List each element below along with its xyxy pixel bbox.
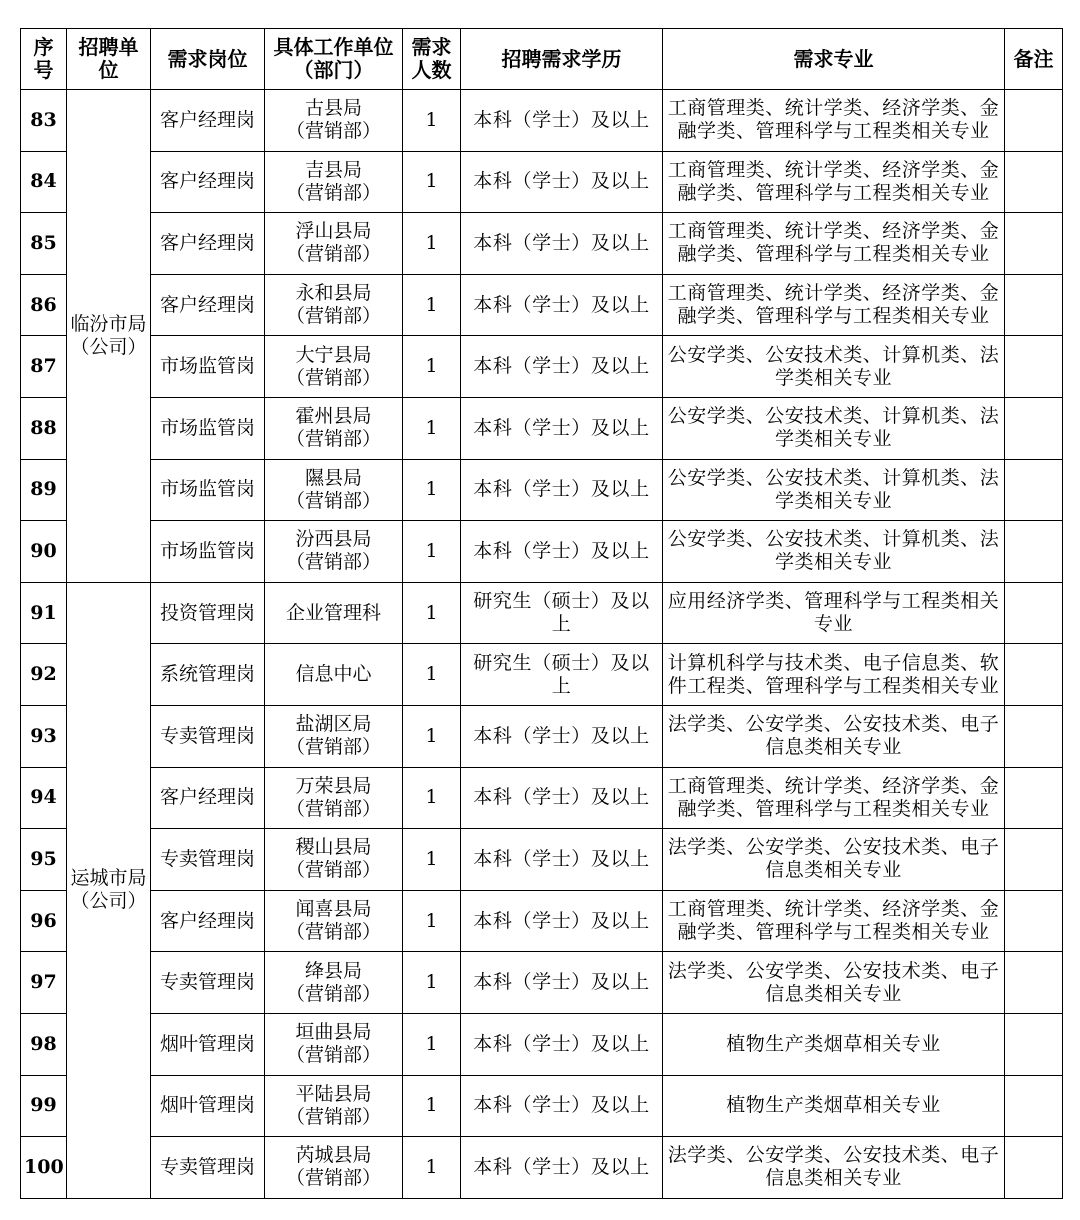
row-dept-name: 垣曲县局	[295, 1021, 372, 1044]
table-row	[21, 459, 1063, 521]
table-row	[21, 582, 1063, 644]
row-note	[1005, 1137, 1063, 1199]
header-edu: 招聘需求学历	[461, 29, 663, 90]
row-seq: 90	[21, 521, 67, 583]
header-post: 需求岗位	[151, 29, 265, 90]
row-note	[1005, 1075, 1063, 1137]
row-count: 1	[403, 829, 461, 891]
row-count: 1	[403, 644, 461, 706]
table-row	[21, 705, 1063, 767]
row-dept-name: 绛县局	[304, 959, 362, 982]
row-dept-sub: （营销部）	[285, 489, 381, 512]
header-major: 需求专业	[663, 29, 1005, 90]
row-dept-name: 浮山县局	[295, 220, 372, 243]
row-count: 1	[403, 90, 461, 152]
row-dept	[265, 1013, 403, 1075]
table-row	[21, 1013, 1063, 1075]
row-post: 市场监管岗	[151, 397, 265, 459]
row-note	[1005, 1013, 1063, 1075]
row-dept-sub: （营销部）	[285, 120, 381, 143]
row-count: 1	[403, 397, 461, 459]
row-seq: 85	[21, 213, 67, 275]
row-dept-sub: （营销部）	[285, 1167, 381, 1190]
row-dept-sub: （营销部）	[285, 797, 381, 820]
row-major: 工商管理类、统计学类、经济学类、金融学类、管理科学与工程类相关专业	[663, 151, 1005, 213]
table-body	[21, 90, 1063, 1199]
row-dept-name: 信息中心	[295, 663, 372, 686]
row-edu: 本科（学士）及以上	[461, 521, 663, 583]
row-dept-sub: （营销部）	[285, 305, 381, 328]
row-dept-sub: （营销部）	[285, 428, 381, 451]
row-dept	[265, 336, 403, 398]
row-dept	[265, 274, 403, 336]
table-row	[21, 829, 1063, 891]
row-post: 专卖管理岗	[151, 952, 265, 1014]
row-post: 客户经理岗	[151, 213, 265, 275]
row-post: 专卖管理岗	[151, 1137, 265, 1199]
row-seq: 84	[21, 151, 67, 213]
table-row	[21, 213, 1063, 275]
row-note	[1005, 397, 1063, 459]
table-row	[21, 890, 1063, 952]
row-count: 1	[403, 1013, 461, 1075]
row-post: 客户经理岗	[151, 890, 265, 952]
table-header-row	[21, 29, 1063, 90]
row-edu: 本科（学士）及以上	[461, 213, 663, 275]
row-seq: 100	[21, 1137, 67, 1199]
row-post: 烟叶管理岗	[151, 1075, 265, 1137]
row-dept-name: 稷山县局	[295, 836, 372, 859]
row-count: 1	[403, 705, 461, 767]
row-major: 工商管理类、统计学类、经济学类、金融学类、管理科学与工程类相关专业	[663, 274, 1005, 336]
row-dept-sub: （营销部）	[285, 366, 381, 389]
row-seq: 87	[21, 336, 67, 398]
row-dept-name: 隰县局	[304, 466, 362, 489]
row-note	[1005, 151, 1063, 213]
row-dept	[265, 767, 403, 829]
header-unit: 招聘单位	[67, 29, 151, 90]
row-major: 植物生产类烟草相关专业	[663, 1075, 1005, 1137]
table-row	[21, 336, 1063, 398]
row-dept-name: 古县局	[304, 97, 362, 120]
row-dept-sub: （营销部）	[285, 181, 381, 204]
table-row	[21, 151, 1063, 213]
row-seq: 94	[21, 767, 67, 829]
row-major: 法学类、公安学类、公安技术类、电子信息类相关专业	[663, 705, 1005, 767]
row-dept-sub: （营销部）	[285, 921, 381, 944]
row-note	[1005, 829, 1063, 891]
table-row	[21, 274, 1063, 336]
table-row	[21, 521, 1063, 583]
row-dept-name: 永和县局	[295, 282, 372, 305]
row-count: 1	[403, 1137, 461, 1199]
row-count: 1	[403, 890, 461, 952]
table-row	[21, 644, 1063, 706]
row-major: 工商管理类、统计学类、经济学类、金融学类、管理科学与工程类相关专业	[663, 890, 1005, 952]
row-dept-name: 芮城县局	[295, 1144, 372, 1167]
row-seq: 95	[21, 829, 67, 891]
recruit-unit-name: 运城市局	[70, 867, 147, 890]
row-seq: 91	[21, 582, 67, 644]
row-count: 1	[403, 459, 461, 521]
row-major: 工商管理类、统计学类、经济学类、金融学类、管理科学与工程类相关专业	[663, 767, 1005, 829]
row-dept-sub: （营销部）	[285, 982, 381, 1005]
row-dept	[265, 582, 403, 644]
row-edu: 本科（学士）及以上	[461, 1013, 663, 1075]
row-edu: 本科（学士）及以上	[461, 767, 663, 829]
row-count: 1	[403, 336, 461, 398]
row-dept	[265, 1075, 403, 1137]
row-edu: 本科（学士）及以上	[461, 829, 663, 891]
row-major: 工商管理类、统计学类、经济学类、金融学类、管理科学与工程类相关专业	[663, 213, 1005, 275]
row-seq: 97	[21, 952, 67, 1014]
row-post: 系统管理岗	[151, 644, 265, 706]
row-count: 1	[403, 274, 461, 336]
recruit-unit-sub: （公司）	[70, 890, 147, 913]
row-dept-name: 企业管理科	[285, 601, 381, 624]
row-dept-name: 汾西县局	[295, 528, 372, 551]
row-note	[1005, 336, 1063, 398]
row-major: 法学类、公安学类、公安技术类、电子信息类相关专业	[663, 952, 1005, 1014]
row-edu: 本科（学士）及以上	[461, 397, 663, 459]
row-dept-name: 万荣县局	[295, 774, 372, 797]
row-major: 植物生产类烟草相关专业	[663, 1013, 1005, 1075]
row-edu: 本科（学士）及以上	[461, 952, 663, 1014]
row-dept-name: 盐湖区局	[295, 713, 372, 736]
row-note	[1005, 582, 1063, 644]
row-seq: 86	[21, 274, 67, 336]
row-note	[1005, 459, 1063, 521]
table-row	[21, 1137, 1063, 1199]
table-row	[21, 90, 1063, 152]
row-edu: 研究生（硕士）及以上	[461, 644, 663, 706]
row-count: 1	[403, 952, 461, 1014]
row-dept	[265, 952, 403, 1014]
row-edu: 研究生（硕士）及以上	[461, 582, 663, 644]
table-row	[21, 1075, 1063, 1137]
row-major: 公安学类、公安技术类、计算机类、法学类相关专业	[663, 397, 1005, 459]
row-major: 公安学类、公安技术类、计算机类、法学类相关专业	[663, 521, 1005, 583]
row-post: 市场监管岗	[151, 521, 265, 583]
row-count: 1	[403, 213, 461, 275]
header-dept: 具体工作单位（部门）	[265, 29, 403, 90]
row-post: 市场监管岗	[151, 459, 265, 521]
row-dept-sub: （营销部）	[285, 1105, 381, 1128]
row-dept	[265, 1137, 403, 1199]
row-major: 计算机科学与技术类、电子信息类、软件工程类、管理科学与工程类相关专业	[663, 644, 1005, 706]
row-major: 应用经济学类、管理科学与工程类相关专业	[663, 582, 1005, 644]
row-major: 公安学类、公安技术类、计算机类、法学类相关专业	[663, 459, 1005, 521]
recruit-unit-sub: （公司）	[70, 335, 147, 358]
recruit-unit-name: 临汾市局	[70, 312, 147, 335]
table-row	[21, 767, 1063, 829]
row-edu: 本科（学士）及以上	[461, 90, 663, 152]
row-post: 专卖管理岗	[151, 829, 265, 891]
row-dept	[265, 90, 403, 152]
row-major: 工商管理类、统计学类、经济学类、金融学类、管理科学与工程类相关专业	[663, 90, 1005, 152]
row-dept-sub: （营销部）	[285, 243, 381, 266]
row-edu: 本科（学士）及以上	[461, 151, 663, 213]
row-dept	[265, 705, 403, 767]
row-edu: 本科（学士）及以上	[461, 274, 663, 336]
row-dept-name: 霍州县局	[295, 405, 372, 428]
row-dept-sub: （营销部）	[285, 736, 381, 759]
row-seq: 83	[21, 90, 67, 152]
row-note	[1005, 213, 1063, 275]
row-dept	[265, 521, 403, 583]
row-note	[1005, 644, 1063, 706]
row-note	[1005, 952, 1063, 1014]
row-seq: 96	[21, 890, 67, 952]
row-dept-sub: （营销部）	[285, 551, 381, 574]
row-edu: 本科（学士）及以上	[461, 336, 663, 398]
row-count: 1	[403, 767, 461, 829]
row-note	[1005, 521, 1063, 583]
row-edu: 本科（学士）及以上	[461, 890, 663, 952]
row-dept-sub: （营销部）	[285, 1044, 381, 1067]
row-major: 法学类、公安学类、公安技术类、电子信息类相关专业	[663, 829, 1005, 891]
row-dept-name: 大宁县局	[295, 343, 372, 366]
row-note	[1005, 274, 1063, 336]
row-seq: 92	[21, 644, 67, 706]
header-seq: 序号	[21, 29, 67, 90]
row-major: 法学类、公安学类、公安技术类、电子信息类相关专业	[663, 1137, 1005, 1199]
row-note	[1005, 90, 1063, 152]
row-seq: 98	[21, 1013, 67, 1075]
row-count: 1	[403, 151, 461, 213]
row-seq: 88	[21, 397, 67, 459]
row-dept	[265, 397, 403, 459]
row-major: 公安学类、公安技术类、计算机类、法学类相关专业	[663, 336, 1005, 398]
row-dept	[265, 890, 403, 952]
row-edu: 本科（学士）及以上	[461, 459, 663, 521]
row-edu: 本科（学士）及以上	[461, 1075, 663, 1137]
row-count: 1	[403, 1075, 461, 1137]
table-row	[21, 952, 1063, 1014]
row-post: 烟叶管理岗	[151, 1013, 265, 1075]
table-row	[21, 397, 1063, 459]
row-note	[1005, 890, 1063, 952]
row-post: 客户经理岗	[151, 151, 265, 213]
row-seq: 99	[21, 1075, 67, 1137]
row-dept	[265, 829, 403, 891]
header-count: 需求人数	[403, 29, 461, 90]
row-edu: 本科（学士）及以上	[461, 1137, 663, 1199]
row-edu: 本科（学士）及以上	[461, 705, 663, 767]
row-dept-name: 平陆县局	[295, 1082, 372, 1105]
row-count: 1	[403, 521, 461, 583]
row-post: 专卖管理岗	[151, 705, 265, 767]
recruit-unit-cell	[67, 582, 151, 1198]
row-seq: 93	[21, 705, 67, 767]
row-post: 客户经理岗	[151, 90, 265, 152]
row-dept	[265, 151, 403, 213]
recruit-unit-cell	[67, 90, 151, 583]
row-count: 1	[403, 582, 461, 644]
row-post: 客户经理岗	[151, 274, 265, 336]
row-post: 市场监管岗	[151, 336, 265, 398]
row-dept	[265, 459, 403, 521]
row-note	[1005, 705, 1063, 767]
row-dept-name: 吉县局	[304, 158, 362, 181]
row-post: 客户经理岗	[151, 767, 265, 829]
row-dept	[265, 644, 403, 706]
row-dept-name: 闻喜县局	[295, 898, 372, 921]
row-note	[1005, 767, 1063, 829]
row-post: 投资管理岗	[151, 582, 265, 644]
row-seq: 89	[21, 459, 67, 521]
row-dept	[265, 213, 403, 275]
recruitment-table	[20, 28, 1063, 1199]
row-dept-sub: （营销部）	[285, 859, 381, 882]
header-note: 备注	[1005, 29, 1063, 90]
